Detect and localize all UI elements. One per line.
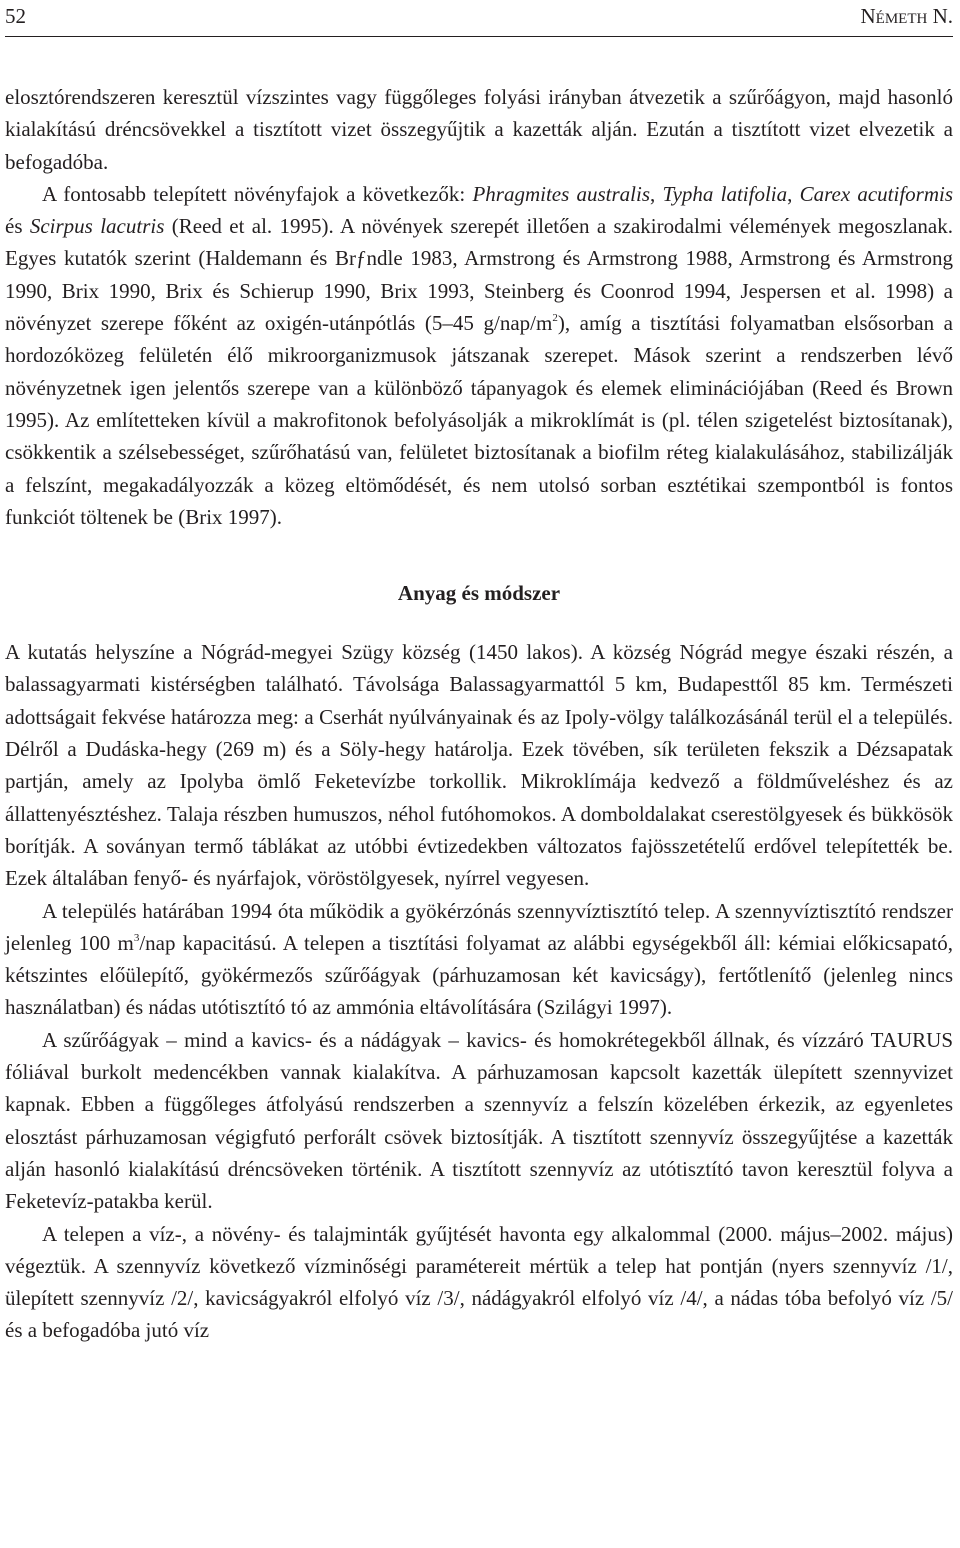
paragraph-4-start: A település határában 1994 óta működik a gyökérzónás szennyvíztisztító telep. A szennyvíztisztító rendszer jelenleg 100 m bbox=[5, 898, 953, 955]
page-number: 52 bbox=[5, 4, 26, 28]
separator: és bbox=[5, 214, 30, 239]
paragraph-2-end: ), amíg a tisztítási folyamatban elsősorban a hordozóközeg felületén élő mikroorganizmusok játszanak szerepet. Mások szerint a rendszerben lévő növényzetnek igen jelentős szerepe van a különböző tápanyagok és elemek eliminációjában (Reed és Brown 1995). Az említetteken kívül a makrofitonok befolyásolják a mikroklímát is (pl. télen szigetelést biztosítanak), csökkentik a szélsebességet, szűrőhatású van, felületet biztosítanak a biofilm réteg kialakulásához, stabilizálják a felszínt, megakadályozzák a közeg eltömődését, és nem utolsó sorban esztétikai szempontból is fontos funkciót töltenek be (Brix 1997). bbox=[5, 311, 953, 529]
separator: , bbox=[650, 181, 663, 206]
species-scirpus: Scirpus lacutris bbox=[29, 214, 165, 239]
species-carex: Carex acutiformis bbox=[799, 181, 954, 206]
paragraph-6: A telepen a víz-, a növény- és talajminták gyűjtését havonta egy alkalommal (2000. május–2002. május) végeztük. A szennyvíz következő vízminőségi paramétereit mértük a telep hat pontján (nyers szennyvíz /1/, ülepített szennyvíz /2/, kavicságyakról elfolyó víz /3/, nádágyakról elfolyó víz /4/, a nádas tóba befolyó víz /5/ és a befogadóba jutó víz bbox=[5, 1221, 953, 1343]
superscript-3: 3 bbox=[133, 931, 140, 944]
paragraph-4-end: /nap kapacitású. A telepen a tisztítási folyamat az alábbi egységekből áll: kémiai előkicsapató, kétszintes előülepítő, gyökérmezős szűrőágyak (párhuzamosan két kavicságy), fertőtlenítő (jelenleg nincs használatban) és nádas utótisztító tó az ammónia eltávolítására (Szilágyi 1997). bbox=[5, 930, 953, 1020]
paragraph-1: elosztórendszeren keresztül vízszintes vagy függőleges folyási irányban átvezetik a szűrőágyon, majd hasonló kialakítású dréncsövekkel a tisztított vizet összegyűjtik a kazetták alján. Ezután a tisztított vizet elvezetik a befogadóba. bbox=[5, 85, 953, 174]
paragraph-3: A kutatás helyszíne a Nógrád-megyei Szügy község (1450 lakos). A község Nógrád megye északi részén, a balassagyarmati kistérségben található. Távolsága Balassagyarmattól 5 km, Budapesttől 85 km. Természeti adottságait fekvése határozza meg: a Cserhát nyúlványainak és az Ipoly-völgy találkozásánál terül el a település. Délről a Dudáska-hegy (269 m) és a Söly-hegy határolja. Ezek tövében, sík területen fekszik a Dézsapatak partján, amely az Ipolyba ömlő Feketevízbe torkollik. Mikroklímája kedvező a földműveléshez és az állattenyésztéshez. Talaja részben humuszos, néhol futóhomokos. A domboldalakat cserestölgyesek és bükkösök borítják. A soványan termő táblákat az utóbbi évtizedekben változatos fajösszetételű erdővel telepítették be. Ezek általában fenyő- és nyárfajok, vöröstölgyesek, nyírrel vegyesen. bbox=[5, 640, 953, 891]
running-header bbox=[5, 0, 953, 37]
article-body bbox=[5, 81, 953, 1347]
section-heading: Anyag és módszer bbox=[397, 581, 561, 606]
separator: , bbox=[787, 181, 800, 206]
superscript-2: 2 bbox=[552, 312, 558, 325]
paragraph-2-citations: (Reed et al. 1995). A növények szerepét illetően a szakirodalmi vélemények megoszlanak. Egyes kutatók szerint (Haldemann és Brƒndle 1983, Armstrong és Armstrong 1988, Armstrong és Armstrong 1990, Brix 1990, Brix és Schierup 1990, Brix 1993, Steinberg és Coonrod 1994, Jespersen et al. 1998) a növényzet szerepe főként az oxigén-utánpótlás (5–45 g/nap/m bbox=[5, 214, 954, 336]
paragraph-2-intro: A fontosabb telepített növényfajok a következők: bbox=[42, 181, 473, 206]
running-author: Németh N. bbox=[860, 4, 953, 28]
paragraph-2 bbox=[5, 178, 953, 533]
paragraph-4 bbox=[5, 895, 953, 1024]
page bbox=[5, 0, 953, 1347]
species-phragmites: Phragmites australis bbox=[472, 181, 651, 206]
species-typha: Typha latifolia bbox=[662, 181, 788, 206]
paragraph-5: A szűrőágyak – mind a kavics- és a nádágyak – kavics- és homokrétegekből állnak, és vízzáró TAURUS fóliával burkolt medencékben vannak kialakítva. A párhuzamosan kapcsolt kazetták ülepített szennyvizet kapnak. Ebben a függőleges átfolyású rendszerben a szennyvíz a felszín közelében érkezik, az egyenletes elosztást párhuzamosan végigfutó perforált csövek biztosítják. A tisztított szennyvíz összegyűjtése a kazetták alján hasonló kialakítású dréncsöveken történik. A tisztított szennyvíz az utótisztító tavon keresztül folyva a Feketevíz-patakba kerül. bbox=[5, 1027, 953, 1214]
